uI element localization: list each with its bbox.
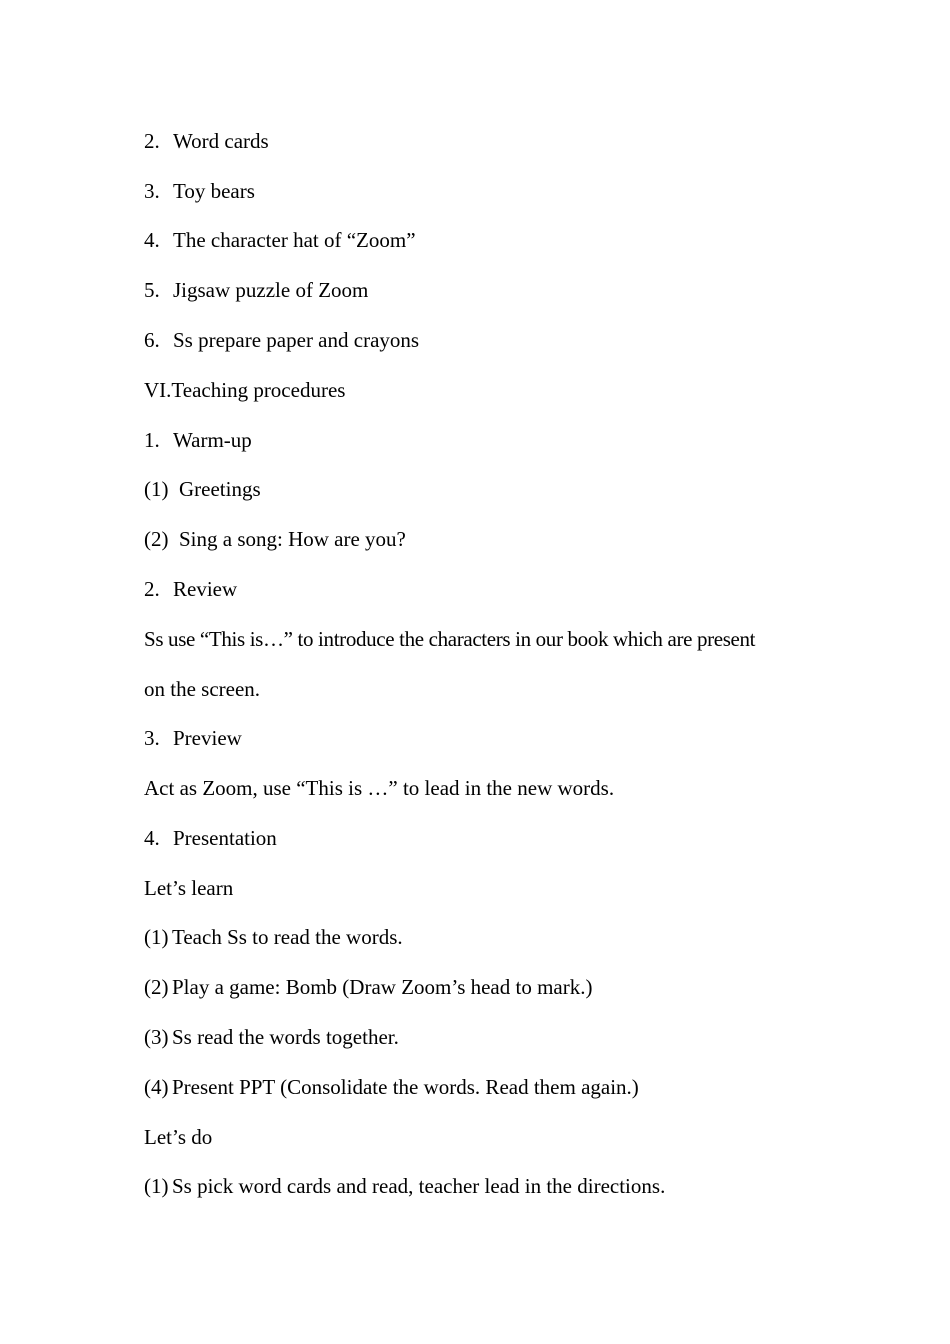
heading-number: 1. [144, 428, 160, 452]
step-number: (1) [144, 477, 169, 501]
list-item-number: 5. [144, 278, 160, 302]
list-item-word-cards [144, 127, 269, 155]
warmup-heading [144, 426, 252, 454]
learn-step-3 [144, 1023, 399, 1051]
list-item-paper-crayons [144, 326, 419, 354]
lets-do-heading: Let’s do [144, 1125, 213, 1149]
step-number: (2) [144, 527, 169, 551]
list-item-text: Ss prepare paper and crayons [173, 328, 420, 352]
list-item-number: 4. [144, 228, 160, 252]
preview-paragraph: Act as Zoom, use “This is …” to lead in the new words. [144, 776, 615, 800]
heading-text: Warm-up [173, 428, 252, 452]
list-item-number: 2. [144, 129, 160, 153]
learn-step-1 [144, 923, 403, 951]
do-step-1 [144, 1172, 665, 1200]
preview-heading [144, 724, 242, 752]
list-item-jigsaw-puzzle [144, 276, 368, 304]
heading-number: 4. [144, 826, 160, 850]
section-heading: VI.Teaching procedures [144, 378, 346, 402]
step-text: Sing a song: How are you? [179, 527, 406, 551]
review-paragraph-line-2: on the screen. [144, 677, 261, 701]
lets-learn-heading: Let’s learn [144, 876, 234, 900]
learn-step-4 [144, 1073, 639, 1101]
step-number: (1) [144, 925, 169, 949]
list-item-text: Word cards [173, 129, 269, 153]
step-text: Play a game: Bomb (Draw Zoom’s head to mark.) [172, 975, 593, 999]
step-number: (4) [144, 1075, 169, 1099]
heading-number: 3. [144, 726, 160, 750]
heading-text: Preview [173, 726, 242, 750]
step-text: Ss pick word cards and read, teacher lead in the directions. [172, 1174, 666, 1198]
list-item-text: Toy bears [173, 179, 255, 203]
step-text: Ss read the words together. [172, 1025, 399, 1049]
list-item-text: The character hat of “Zoom” [173, 228, 416, 252]
list-item-character-hat [144, 226, 416, 254]
step-number: (1) [144, 1174, 169, 1198]
list-item-number: 6. [144, 328, 160, 352]
list-item-number: 3. [144, 179, 160, 203]
learn-step-2 [144, 973, 592, 1001]
heading-text: Presentation [173, 826, 277, 850]
step-text: Greetings [179, 477, 261, 501]
heading-text: Review [173, 577, 238, 601]
list-item-text: Jigsaw puzzle of Zoom [173, 278, 369, 302]
warmup-step-greetings [144, 475, 261, 503]
warmup-step-sing-song [144, 525, 406, 553]
presentation-heading [144, 824, 277, 852]
step-text: Teach Ss to read the words. [172, 925, 403, 949]
step-number: (3) [144, 1025, 169, 1049]
review-heading [144, 575, 237, 603]
step-number: (2) [144, 975, 169, 999]
step-text: Present PPT (Consolidate the words. Read them again.) [172, 1075, 639, 1099]
review-paragraph-line-1: Ss use “This is…” to introduce the characters in our book which are present [144, 627, 756, 651]
list-item-toy-bears [144, 177, 255, 205]
heading-number: 2. [144, 577, 160, 601]
